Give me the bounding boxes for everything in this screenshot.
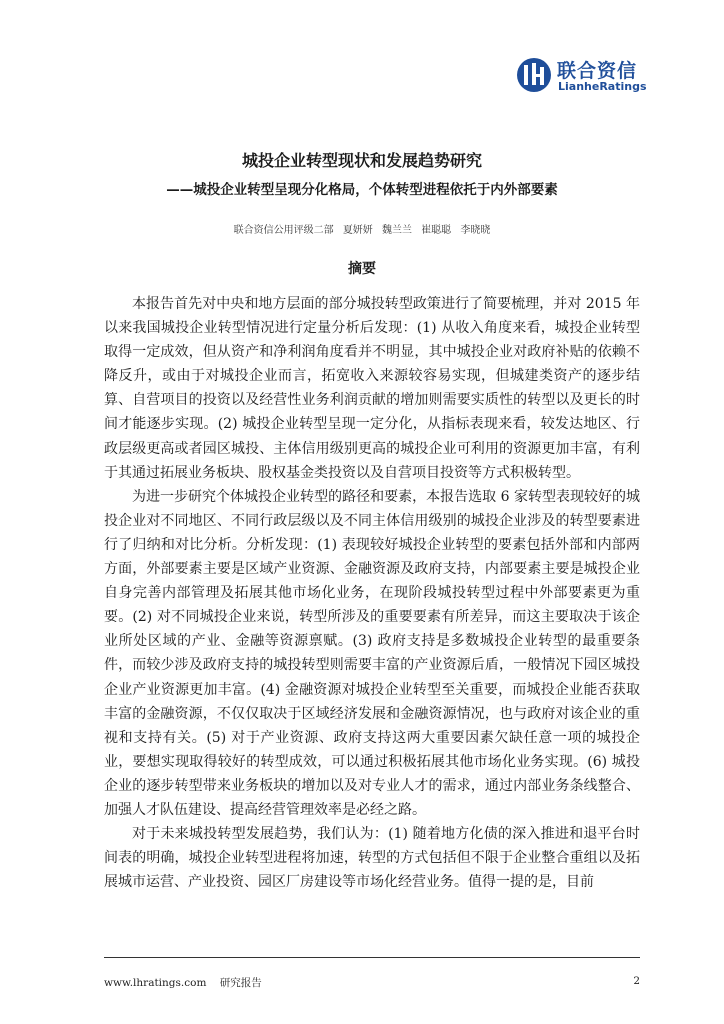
author-name: 李晓晓 [460,225,491,236]
footer-divider [104,957,640,958]
abstract-paragraph: 为进一步研究个体城投企业转型的路径和要素，本报告选取 6 家转型表现较好的城投企业对不同地区、不同行政层级以及不同主体信用级别的城投企业涉及的转型要素进行了归纳和对比分析。分析发现：(1) 表现较好城投企业转型的要素包括外部和内部两方面，外部要素主要是区域产业资源、金融资源及政府支持，内部要素主要是城投企业自身完善内部管理及拓展其他市场化业务，在现阶段城投转型过程中外部要素更为重要。(2) 对不同城投企业来说，转型所涉及的重要要素有所差异，而这主要取决于该企业所处区域的产业、金融等资源禀赋。(3) 政府支持是多数城投企业转型的最重要条件，而较少涉及政府支持的城投转型则需要丰富的产业资源后盾，一般情况下园区城投企业产业资源更加丰富。(4) 金融资源对城投企业转型至关重要，而城投企业能否获取丰富的金融资源，不仅仅取决于区域经济发展和金融资源情况，也与政府对该企业的重视和支持有关。(5) 对于产业资源、政府支持这两大重要因素欠缺任意一项的城投企业，要想实现取得较好的转型成效，可以通过积极拓展其他市场化业务实现。(6) 城投企业的逐步转型带来业务板块的增加以及对专业人才的需求，通过内部业务条线整合、加强人才队伍建设、提高经营管理效率是必经之路。 [104,488,640,818]
report-title: 城投企业转型现状和发展趋势研究 [241,151,482,170]
footer-label: 研究报告 [219,977,262,989]
footer-url[interactable]: www.lhratings.com [104,977,207,989]
abstract-paragraph: 本报告首先对中央和地方层面的部分城投转型政策进行了简要梳理，并对 2015 年以来我国城投企业转型情况进行定量分析后发现：(1) 从收入角度来看，城投企业转型取得一定成效，但从资产和净利润角度看并不明显，其中城投企业对政府补贴的依赖不降反升，或由于对城投企业而言，拓宽收入来源较容易实现，但城建类资产的逐步结算、自营项目的投资以及经营性业务利润贡献的增加则需要实质性的转型以及更长的时间才能逐步实现。(2) 城投企业转型呈现一定分化，从指标表现来看，较发达地区、行政层级更高或者园区城投、主体信用级别更高的城投企业可利用的资源更加丰富，有利于其通过拓展业务板块、股权基金类投资以及自营项目投资等方式积极转型。 [104,296,640,481]
page-number: 2 [633,975,640,987]
author-name: 魏兰兰 [382,225,412,236]
abstract-heading: 摘要 [348,261,376,277]
logo-name-en: LianheRatings [558,80,647,93]
author-dept: 联合资信公用评级二部 [233,225,334,236]
author-name: 夏妍妍 [342,225,373,236]
author-name: 崔聪聪 [421,225,452,236]
lh-logo-icon [516,57,552,93]
author-line [0,221,724,236]
abstract-paragraph: 对于未来城投转型发展趋势，我们认为：(1) 随着地方化债的深入推进和退平台时间表的明确，城投企业转型进程将加速，转型的方式包括但不限于企业整合重组以及拓展城市运营、产业投资、园区厂房建设等市场化经营业务。值得一提的是，目前 [104,826,640,891]
company-logo [516,52,651,98]
abstract-body [104,292,640,894]
logo-name-cn: 联合资信 [557,60,638,82]
footer [104,975,272,990]
report-subtitle: ——城投企业转型呈现分化格局，个体转型进程依托于内外部要素 [166,182,558,198]
